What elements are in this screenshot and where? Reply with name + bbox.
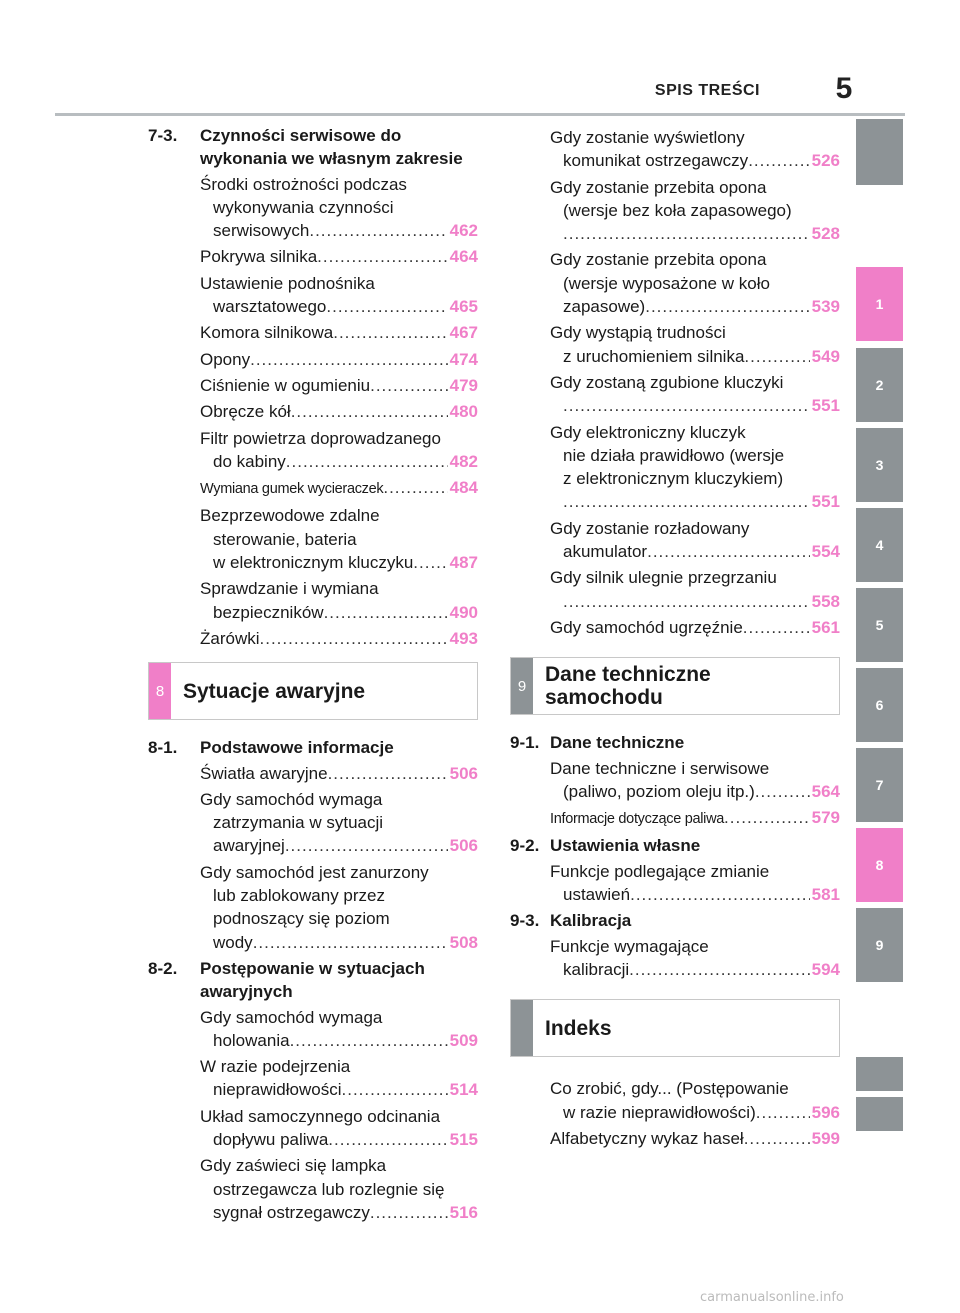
page-link[interactable]: 465 xyxy=(449,297,478,317)
toc-entry[interactable]: Gdy elektroniczny kluczyk nie działa prawidłowo (wersje z elektronicznym kluczykiem) ..... 551 xyxy=(550,421,840,514)
section-heading: 7-3. Czynności serwisowe do wykonania we własnym zakresie xyxy=(148,126,463,169)
page-link[interactable]: 480 xyxy=(449,402,478,422)
page-link[interactable]: 561 xyxy=(811,617,840,637)
toc-entry[interactable]: Gdy zostanie wyświetlony komunikat ostrzegawczy ..... 526 xyxy=(550,126,840,173)
toc-column-left xyxy=(148,124,478,1227)
toc-entry[interactable]: Obręcze kół ..... 480 xyxy=(200,400,478,423)
chapter-box-8[interactable] xyxy=(148,662,478,720)
page-link[interactable]: 479 xyxy=(449,375,478,395)
toc-entry[interactable]: Gdy zaświeci się lampka ostrzegawcza lub rozlegnie się sygnał ostrzegawczy ..... 516 xyxy=(200,1154,478,1224)
page-link[interactable]: 493 xyxy=(449,628,478,648)
toc-entry[interactable]: Gdy silnik ulegnie przegrzaniu ..... 558 xyxy=(550,566,840,613)
side-tab-blank-a[interactable] xyxy=(856,1057,903,1091)
toc-entry[interactable]: Gdy zostanie przebita opona (wersje wyposażone w koło zapasowe) ..... 539 xyxy=(550,248,840,318)
toc-entry[interactable]: Ustawienie podnośnika warsztatowego ..... 465 xyxy=(200,272,478,319)
page-link[interactable]: 464 xyxy=(449,247,478,267)
toc-entry[interactable]: Dane techniczne i serwisowe (paliwo, poziom oleju itp.) ..... 564 xyxy=(550,757,840,804)
page-link[interactable]: 551 xyxy=(811,396,840,416)
page-link[interactable]: 484 xyxy=(449,478,478,498)
section-heading: 8-2. Postępowanie w sytuacjach awaryjnych xyxy=(148,958,425,1002)
page-number: 5 xyxy=(835,72,853,105)
page-link[interactable]: 482 xyxy=(449,451,478,471)
page-link[interactable]: 579 xyxy=(811,808,840,828)
section-heading: 9-2. Ustawienia własne xyxy=(510,836,701,856)
side-tab-7[interactable]: 7 xyxy=(856,748,903,822)
page-link[interactable]: 564 xyxy=(811,781,840,801)
side-tab-8[interactable]: 8 xyxy=(856,828,903,902)
chapter-box-index[interactable] xyxy=(510,999,840,1057)
page-link[interactable]: 490 xyxy=(449,602,478,622)
chapter-title-line2: samochodu xyxy=(545,686,663,710)
side-tab-blank-b[interactable] xyxy=(856,1097,903,1131)
toc-entry[interactable]: Gdy samochód wymaga zatrzymania w sytuacji awaryjnej ..... 506 xyxy=(200,788,478,858)
page-link[interactable]: 474 xyxy=(449,349,478,369)
toc-entry[interactable]: Sprawdzanie i wymiana bezpieczników ..... 490 xyxy=(200,577,478,624)
toc-entry[interactable]: Gdy zostanie rozładowany akumulator ..... 554 xyxy=(550,517,840,564)
chapter-title: Indeks xyxy=(545,1016,612,1040)
page-link[interactable]: 581 xyxy=(811,885,840,905)
toc-entry[interactable]: Żarówki ..... 493 xyxy=(200,627,478,650)
page-link[interactable]: 599 xyxy=(811,1128,840,1148)
chapter-number: 9 xyxy=(511,658,533,714)
chapter-number xyxy=(511,1000,533,1056)
page-link[interactable]: 516 xyxy=(449,1202,478,1222)
side-tab-4[interactable]: 4 xyxy=(856,508,903,582)
toc-entry[interactable]: Filtr powietrza doprowadzanego do kabiny ..... 482 xyxy=(200,427,478,474)
toc-entry[interactable]: Układ samoczynnego odcinania dopływu paliwa ..... 515 xyxy=(200,1105,478,1152)
chapter-title: Dane techniczne xyxy=(545,663,711,687)
chapter-number: 8 xyxy=(149,663,171,719)
watermark: carmanualsonline.info xyxy=(700,1290,844,1305)
page-link[interactable]: 558 xyxy=(811,591,840,611)
toc-entry[interactable]: Gdy zostaną zgubione kluczyki ..... 551 xyxy=(550,371,840,418)
page-link[interactable]: 509 xyxy=(449,1030,478,1050)
side-tab-6[interactable]: 6 xyxy=(856,668,903,742)
page-link[interactable]: 596 xyxy=(811,1102,840,1122)
toc-entry[interactable]: Wymiana gumek wycieraczek ..... 484 xyxy=(200,476,478,501)
section-heading: 9-1. Dane techniczne xyxy=(510,733,685,753)
page-link[interactable]: 487 xyxy=(449,553,478,573)
page-link[interactable]: 467 xyxy=(449,323,478,343)
page-link[interactable]: 462 xyxy=(449,221,478,241)
side-tab-5[interactable]: 5 xyxy=(856,588,903,662)
toc-entry[interactable]: Gdy zostanie przebita opona (wersje bez koła zapasowego) ..... 528 xyxy=(550,176,840,246)
toc-entry[interactable]: Gdy samochód ugrzęźnie ..... 561 xyxy=(550,616,840,639)
page-link[interactable]: 539 xyxy=(811,297,840,317)
toc-entry[interactable]: Gdy wystąpią trudności z uruchomieniem silnika ..... 549 xyxy=(550,321,840,368)
toc-entry[interactable]: Opony ..... 474 xyxy=(200,348,478,371)
page-link[interactable]: 526 xyxy=(811,151,840,171)
toc-entry[interactable]: Funkcje wymagające kalibracji ..... 594 xyxy=(550,935,840,982)
toc-entry[interactable]: Alfabetyczny wykaz haseł ..... 599 xyxy=(550,1127,840,1150)
toc-entry[interactable]: Ciśnienie w ogumieniu ..... 479 xyxy=(200,374,478,397)
header-rule xyxy=(55,113,905,116)
side-tab-2[interactable]: 2 xyxy=(856,348,903,422)
toc-entry[interactable]: Komora silnikowa ..... 467 xyxy=(200,321,478,344)
toc-entry[interactable]: Pokrywa silnika ..... 464 xyxy=(200,245,478,268)
toc-entry[interactable]: Bezprzewodowe zdalne sterowanie, bateria w elektronicznym kluczyku ..... 487 xyxy=(200,504,478,574)
page-link[interactable]: 594 xyxy=(811,959,840,979)
page-link[interactable]: 549 xyxy=(811,346,840,366)
page-link[interactable]: 551 xyxy=(811,492,840,512)
toc-entry[interactable]: Co zrobić, gdy... (Postępowanie w razie nieprawidłowości) ..... 596 xyxy=(550,1077,840,1124)
page-link[interactable]: 515 xyxy=(449,1129,478,1149)
side-tab-3[interactable]: 3 xyxy=(856,428,903,502)
page-link[interactable]: 508 xyxy=(449,932,478,952)
toc-entry[interactable]: Środki ostrożności podczas wykonywania czynności serwisowych ..... 462 xyxy=(200,173,478,243)
toc-column-right xyxy=(510,124,840,1153)
side-tab-1[interactable]: 1 xyxy=(856,267,903,341)
page-link[interactable]: 528 xyxy=(811,224,840,244)
toc-entry[interactable]: Gdy samochód wymaga holowania ..... 509 xyxy=(200,1006,478,1053)
chapter-title: Sytuacje awaryjne xyxy=(183,679,366,703)
side-tab-9[interactable]: 9 xyxy=(856,908,903,982)
page-link[interactable]: 514 xyxy=(449,1080,478,1100)
chapter-box-9[interactable] xyxy=(510,657,840,715)
side-tab-top[interactable] xyxy=(856,119,903,185)
section-heading: 8-1. Podstawowe informacje xyxy=(148,738,394,758)
page-header-title: SPIS TREŚCI xyxy=(654,82,760,99)
toc-entry[interactable]: Gdy samochód jest zanurzony lub zablokowany przez podnoszący się poziom wody ..... 508 xyxy=(200,861,478,954)
page-link[interactable]: 506 xyxy=(449,836,478,856)
toc-entry[interactable]: Informacje dotyczące paliwa ..... 579 xyxy=(550,806,840,831)
toc-entry[interactable]: W razie podejrzenia nieprawidłowości ..... 514 xyxy=(200,1055,478,1102)
toc-entry[interactable]: Funkcje podlegające zmianie ustawień ..... 581 xyxy=(550,860,840,907)
page-link[interactable]: 554 xyxy=(811,542,840,562)
toc-entry[interactable]: Światła awaryjne ..... 506 xyxy=(200,762,478,785)
page-link[interactable]: 506 xyxy=(449,763,478,783)
section-heading: 9-3. Kalibracja xyxy=(510,911,632,931)
